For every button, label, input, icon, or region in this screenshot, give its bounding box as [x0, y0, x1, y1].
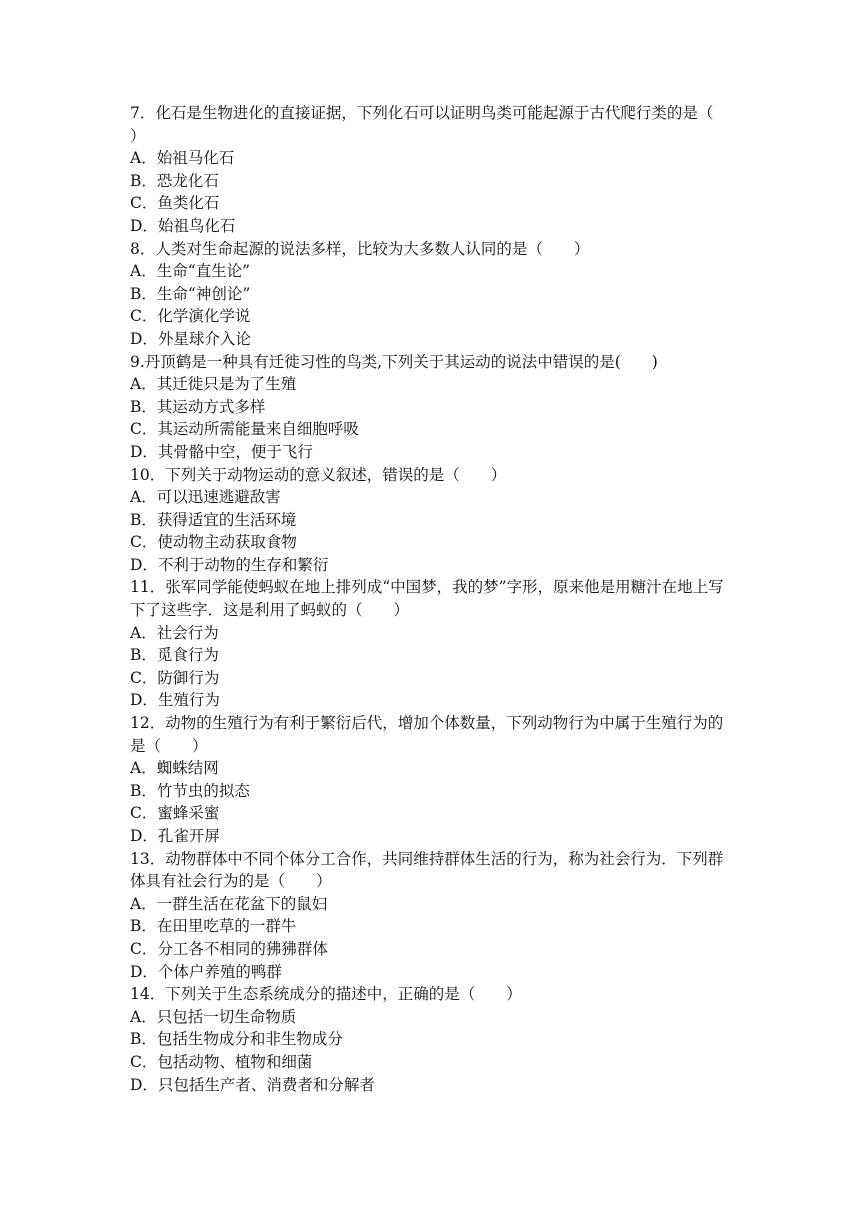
option-b: B．恐龙化石 [130, 171, 219, 190]
option-c: C．其运动所需能量来自细胞呼吸 [130, 420, 359, 439]
option-d: D．孔雀开屏 [130, 827, 220, 845]
option-a: A．蜘蛛结网 [130, 759, 219, 778]
question-7 [130, 102, 745, 238]
option-b: B．在田里吃草的一群牛 [130, 917, 297, 936]
option-c: C．分工各不相同的狒狒群体 [130, 939, 328, 958]
question-12 [130, 712, 735, 848]
option-b: B．其运动方式多样 [130, 397, 266, 416]
option-a: A．生命“直生论” [130, 262, 251, 281]
question-stem: 12．动物的生殖行为有利于繁衍后代，增加个体数量，下列动物行为中属于生殖行为的是（ ） [130, 714, 724, 755]
question-stem: 14．下列关于生态系统成分的描述中，正确的是（ ） [130, 985, 522, 1004]
exam-page [130, 102, 745, 1096]
option-d: D．始祖鸟化石 [130, 216, 236, 235]
option-a: A．社会行为 [130, 623, 219, 642]
option-d: D．不利于动物的生存和繁衍 [130, 555, 329, 574]
question-10 [130, 464, 735, 577]
option-d: D．个体户养殖的鸭群 [130, 962, 282, 981]
option-c: C．蜜蜂采蜜 [130, 804, 220, 823]
question-stem: 7．化石是生物进化的直接证据，下列化石可以证明鸟类可能起源于古代爬行类的是（ ） [130, 104, 745, 145]
option-c: C．包括动物、植物和细菌 [130, 1052, 313, 1071]
question-stem: 8．人类对生命起源的说法多样，比较为大多数人认同的是（ ） [130, 239, 590, 258]
option-a: A．一群生活在花盆下的鼠妇 [130, 894, 328, 913]
question-stem: 9.丹顶鹤是一种具有迁徙习性的鸟类,下列关于其运动的说法中错误的是( ) [130, 352, 658, 371]
question-stem: 11．张军同学能使蚂蚁在地上排列成“中国梦，我的梦”字形，原来他是用糖汁在地上写下了这些字．这是利用了蚂蚁的（ ） [130, 578, 724, 620]
option-d: D．只包括生产者、消费者和分解者 [130, 1075, 375, 1094]
option-c: C．防御行为 [130, 668, 220, 687]
question-11 [130, 576, 735, 712]
option-b: B．竹节虫的拟态 [130, 781, 250, 800]
question-8 [130, 238, 735, 351]
question-14 [130, 983, 735, 1096]
question-13 [130, 848, 735, 984]
question-9 [130, 351, 735, 464]
option-a: A．始祖马化石 [130, 149, 235, 168]
option-b: B．生命“神创论” [130, 284, 251, 303]
option-b: B．获得适宜的生活环境 [130, 510, 297, 529]
option-d: D．外星球介入论 [130, 329, 251, 348]
option-b: B．觅食行为 [130, 646, 219, 665]
option-c: C．化学演化学说 [130, 307, 251, 326]
option-a: A．只包括一切生命物质 [130, 1007, 297, 1026]
option-a: A．可以迅速逃避敌害 [130, 488, 281, 507]
option-a: A．其迁徙只是为了生殖 [130, 375, 297, 394]
option-d: D．生殖行为 [130, 691, 220, 710]
question-stem: 10．下列关于动物运动的意义叙述，错误的是（ ） [130, 465, 507, 484]
option-b: B．包括生物成分和非生物成分 [130, 1030, 343, 1049]
option-d: D．其骨骼中空，便于飞行 [130, 442, 313, 461]
option-c: C．鱼类化石 [130, 194, 220, 213]
option-c: C．使动物主动获取食物 [130, 533, 297, 552]
question-stem: 13．动物群体中不同个体分工合作，共同维持群体生活的行为，称为社会行为．下列群体具有社会行为的是（ ） [130, 849, 724, 891]
